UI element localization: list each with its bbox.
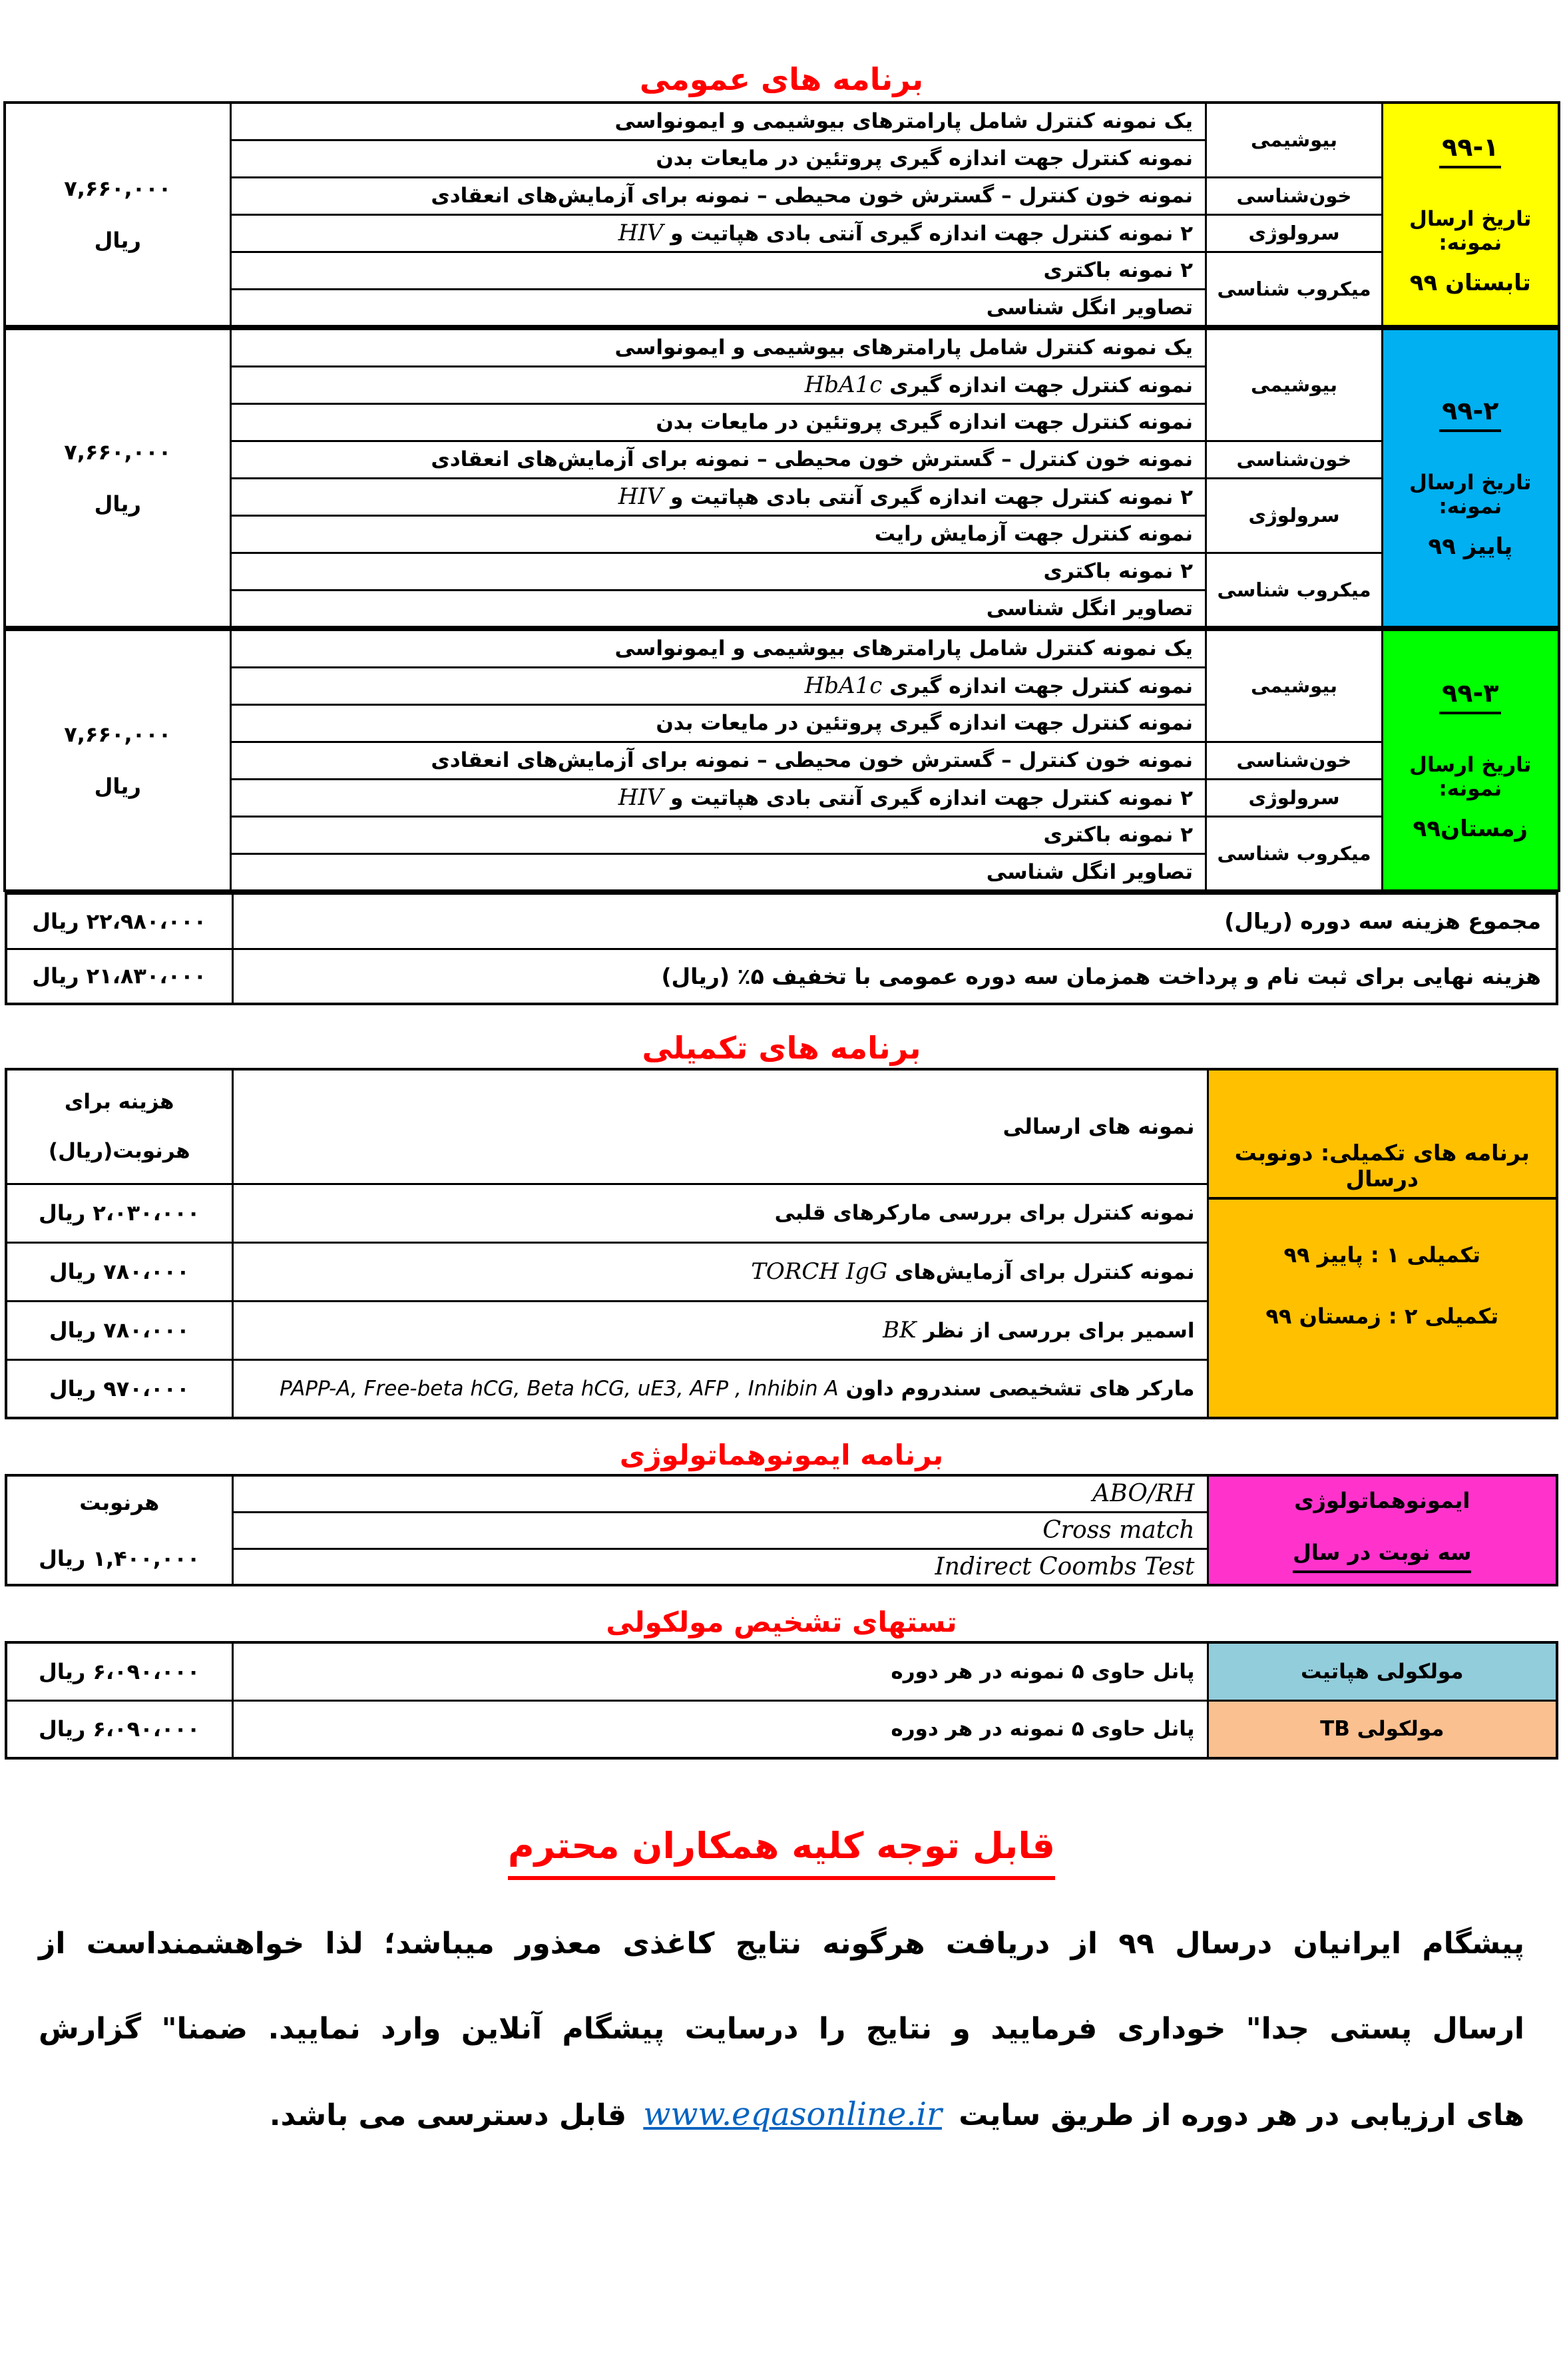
test-name: Indirect Coombs Test (232, 1548, 1208, 1585)
sample-desc: یک نمونه کنترل شامل پارامترهای بیوشیمی و ایمونواسی (231, 103, 1206, 140)
final-cost-value: ۲۱،۸۳۰،۰۰۰ ریال (6, 949, 232, 1004)
sample-desc: ۲ نمونه باکتری (231, 252, 1206, 289)
immunohematology-price-stack (7, 1490, 232, 1571)
latin-term: HbA1c (804, 371, 883, 398)
latin-term: PAPP-A, Free-beta hCG, Beta hCG, uE3, AFP , Inhibin A (279, 1376, 839, 1401)
sample-desc: ۲ نمونه کنترل جهت اندازه گیری آنتی بادی هپاتیت و HIV (231, 214, 1206, 252)
molecular-hepatitis-header: مولکولی هپاتیت (1208, 1642, 1557, 1700)
latin-term: TORCH IgG (751, 1258, 888, 1285)
supplementary-slot-2: تکمیلی ۲ : زمستان ۹۹ (1265, 1304, 1499, 1329)
row-price: ۷۸۰،۰۰۰ ریال (6, 1242, 232, 1301)
sample-desc: نمونه کنترل جهت اندازه گیری پروتئین در مایعات بدن (231, 140, 1206, 177)
test-name: ABO/RH (232, 1475, 1208, 1512)
category-hematology: خون‌شناسی (1206, 742, 1383, 779)
supplementary-programs-title: برنامه های تکمیلی (642, 1030, 921, 1066)
send-date-season: زمستان۹۹ (1413, 816, 1528, 842)
panel-desc: پانل حاوی ۵ نمونه در هر دوره (232, 1642, 1208, 1700)
sample-desc: ۲ نمونه باکتری (231, 816, 1206, 853)
price-per-label: هرنوبت (79, 1489, 160, 1515)
price-unit: ریال (94, 228, 141, 253)
supplementary-header-stack (1209, 1140, 1556, 1329)
sample-desc: نمونه کنترل جهت اندازه گیری HbA1c (231, 366, 1206, 403)
sample-desc: ۲ نمونه کنترل جهت اندازه گیری آنتی بادی هپاتیت و HIV (231, 779, 1206, 816)
latin-term: BK (883, 1317, 917, 1343)
sample-desc: نمونه کنترل برای آزمایش‌های TORCH IgG (232, 1242, 1208, 1301)
sample-desc: تصاویر انگل شناسی (231, 289, 1206, 326)
latin-term: HIV (618, 483, 664, 510)
program-price-cell (5, 103, 231, 326)
immunohematology-price-cell (6, 1475, 232, 1585)
price-amount: ۷,۶۶۰,۰۰۰ (64, 439, 172, 465)
row-price: ۶،۰۹۰،۰۰۰ ریال (6, 1642, 232, 1700)
send-date-label: تاریخ ارسال نمونه: (1409, 753, 1532, 801)
notice-line-1: پیشگام ایرانیان درسال ۹۹ از دریافت هرگونه نتایج کاغذی معذور میباشد؛ لذا خواهشمنداست از (39, 1927, 1524, 1961)
supplementary-header-title: برنامه های تکمیلی: دونوبت درسال (1209, 1140, 1556, 1200)
sample-desc: مارکر های تشخیصی سندروم داون PAPP-A, Free-beta hCG, Beta hCG, uE3, AFP , Inhibin A (232, 1359, 1208, 1418)
immunohematology-schedule: سه نوبت در سال (1293, 1540, 1471, 1573)
price-amount: ۷,۶۶۰,۰۰۰ (64, 722, 172, 747)
notice-title-wrap (39, 1825, 1524, 1880)
general-programs-title: برنامه های عمومی (639, 61, 924, 97)
price-value: ۱,۴۰۰,۰۰۰ ریال (39, 1545, 200, 1571)
price-column-header: هزینه برای هرنوبت(ریال) (6, 1069, 232, 1184)
notice-line-3-before: های ارزیابی در هر دوره از طریق سایت (959, 2098, 1524, 2132)
program-code: ۹۹-۱ (1439, 132, 1501, 168)
price-list-document (0, 57, 1563, 2380)
sample-desc: تصاویر انگل شناسی (231, 590, 1206, 627)
program-99-1-header-cell (1383, 103, 1559, 326)
program-price-cell (5, 630, 231, 891)
category-microbiology: میکروب شناسی (1206, 553, 1383, 627)
program-99-3-header-cell (1383, 630, 1559, 891)
notice-line-2: ارسال پستی جدا" خوداری فرمایید و نتایج را درسایت پیشگام آنلاین وارد نمایید. ضمنا" گزارش (39, 2012, 1524, 2046)
price-unit: ریال (94, 774, 141, 799)
total-cost-value: ۲۲،۹۸۰،۰۰۰ ریال (6, 893, 232, 949)
notice-title: قابل توجه کلیه همکاران محترم (508, 1825, 1055, 1880)
category-hematology: خون‌شناسی (1206, 441, 1383, 478)
sample-desc: اسمیر برای بررسی از نظر BK (232, 1301, 1208, 1359)
send-date-season: پاییز ۹۹ (1428, 533, 1513, 560)
program-99-1-table (3, 101, 1560, 328)
category-hematology: خون‌شناسی (1206, 177, 1383, 214)
sample-desc: نمونه خون کنترل – گسترش خون محیطی – نمونه برای آزمایش‌های انعقادی (231, 742, 1206, 779)
sample-desc: نمونه کنترل جهت اندازه گیری پروتئین در مایعات بدن (231, 403, 1206, 441)
program-99-1-header-stack (1383, 132, 1558, 296)
notice-section (0, 1825, 1563, 2137)
immunohematology-table (5, 1474, 1558, 1586)
test-name: Cross match (232, 1512, 1208, 1548)
eqasonline-link[interactable]: www.eqasonline.ir (643, 2096, 942, 2133)
immunohematology-title: برنامه ایمونوهماتولوژی (619, 1439, 944, 1471)
total-cost-label: مجموع هزینه سه دوره (ریال) (232, 893, 1557, 949)
sample-desc: یک نمونه کنترل شامل پارامترهای بیوشیمی و ایمونواسی (231, 630, 1206, 667)
immunohematology-header-title: ایمونوهماتولوژی (1294, 1487, 1470, 1513)
category-serology: سرولوژی (1206, 779, 1383, 816)
sample-desc: نمونه کنترل جهت آزمایش رایت (231, 515, 1206, 553)
latin-term: HbA1c (804, 672, 883, 699)
supplementary-header-cell (1208, 1069, 1557, 1418)
category-serology: سرولوژی (1206, 478, 1383, 553)
immunohematology-header-stack (1209, 1488, 1556, 1573)
panel-desc: پانل حاوی ۵ نمونه در هر دوره (232, 1700, 1208, 1758)
program-code: ۹۹-۳ (1439, 678, 1501, 714)
sample-desc: نمونه کنترل جهت اندازه گیری HbA1c (231, 667, 1206, 704)
send-date-label: تاریخ ارسال نمونه: (1409, 471, 1532, 519)
program-99-2-header-stack (1383, 396, 1558, 560)
send-date-label: تاریخ ارسال نمونه: (1409, 207, 1532, 255)
molecular-table (5, 1641, 1558, 1760)
category-microbiology: میکروب شناسی (1206, 816, 1383, 891)
row-price: ۲،۰۳۰،۰۰۰ ریال (6, 1184, 232, 1242)
samples-column-header: نمونه های ارسالی (232, 1069, 1208, 1184)
notice-line-3-after: قابل دسترسی می باشد. (269, 2098, 627, 2132)
program-code: ۹۹-۲ (1439, 396, 1501, 432)
category-biochemistry: بیوشیمی (1206, 630, 1383, 742)
sample-desc: نمونه خون کنترل – گسترش خون محیطی – نمونه برای آزمایش‌های انعقادی (231, 441, 1206, 478)
row-price: ۷۸۰،۰۰۰ ریال (6, 1301, 232, 1359)
sample-desc: ۲ نمونه کنترل جهت اندازه گیری آنتی بادی هپاتیت و HIV (231, 478, 1206, 515)
sample-desc: نمونه کنترل جهت اندازه گیری پروتئین در مایعات بدن (231, 704, 1206, 742)
category-biochemistry: بیوشیمی (1206, 103, 1383, 177)
category-microbiology: میکروب شناسی (1206, 252, 1383, 326)
send-date-season: تابستان ۹۹ (1409, 270, 1531, 296)
program-price-cell (5, 329, 231, 627)
latin-term: HIV (618, 784, 664, 811)
program-99-3-table (3, 628, 1560, 892)
notice-line-3 (39, 2093, 1524, 2137)
sample-desc: یک نمونه کنترل شامل پارامترهای بیوشیمی و ایمونواسی (231, 329, 1206, 366)
sample-desc: تصاویر انگل شناسی (231, 853, 1206, 891)
sample-desc: نمونه کنترل برای بررسی مارکرهای قلبی (232, 1184, 1208, 1242)
final-cost-label: هزینه نهایی برای ثبت نام و پرداخت همزمان سه دوره عمومی با تخفیف ۵٪ (ریال) (232, 949, 1557, 1004)
immunohematology-header-cell (1208, 1475, 1557, 1585)
molecular-tests-title: تستهای تشخیص مولکولی (606, 1606, 957, 1638)
sample-desc: ۲ نمونه باکتری (231, 553, 1206, 590)
price-amount: ۷,۶۶۰,۰۰۰ (64, 176, 172, 201)
row-price: ۶،۰۹۰،۰۰۰ ریال (6, 1700, 232, 1758)
row-price: ۹۷۰،۰۰۰ ریال (6, 1359, 232, 1418)
program-99-2-table (3, 328, 1560, 628)
sample-desc: نمونه خون کنترل – گسترش خون محیطی – نمونه برای آزمایش‌های انعقادی (231, 177, 1206, 214)
category-biochemistry: بیوشیمی (1206, 329, 1383, 441)
price-unit: ریال (94, 491, 141, 517)
program-99-2-header-cell (1383, 329, 1559, 627)
latin-term: HIV (618, 220, 664, 246)
molecular-tb-header: مولکولی TB (1208, 1700, 1557, 1758)
general-summary-table (5, 892, 1558, 1005)
program-99-3-header-stack (1383, 678, 1558, 842)
supplementary-table (5, 1068, 1558, 1419)
supplementary-slot-1: تکمیلی ۱ : پاییز ۹۹ (1283, 1242, 1481, 1268)
category-serology: سرولوژی (1206, 214, 1383, 252)
